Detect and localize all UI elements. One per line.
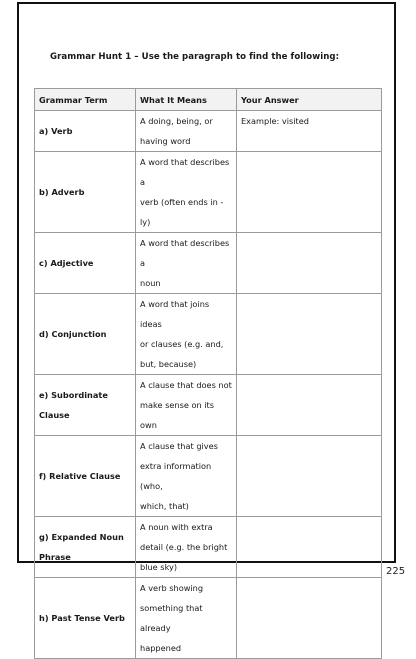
- grammar-term-text: h) Past Tense Verb: [39, 613, 125, 623]
- table-row: [35, 152, 382, 233]
- meaning-line: happened: [140, 643, 182, 653]
- meaning-line: or clauses (e.g. and,: [140, 339, 224, 349]
- grammar-term-cell: [35, 375, 136, 436]
- meaning-line: verb (often ends in -ly): [140, 197, 224, 227]
- grammar-term-cell: [35, 294, 136, 375]
- meaning-line: detail (e.g. the bright: [140, 542, 228, 552]
- meaning-cell: [136, 375, 237, 436]
- answer-cell[interactable]: [237, 578, 382, 659]
- meaning-line: but, because): [140, 359, 197, 369]
- header-your-answer: Your Answer: [237, 89, 382, 111]
- meaning-cell: [136, 233, 237, 294]
- answer-cell[interactable]: Example: visited: [237, 111, 382, 152]
- meaning-line: A word that joins ideas: [140, 299, 210, 329]
- answer-cell[interactable]: [237, 152, 382, 233]
- table-row: [35, 578, 382, 659]
- grammar-table: [34, 88, 382, 659]
- answer-cell[interactable]: [237, 517, 382, 578]
- meaning-line: A word that describes a: [140, 238, 230, 268]
- page-number: 225: [386, 566, 406, 577]
- meaning-cell: [136, 294, 237, 375]
- table-row: [35, 375, 382, 436]
- answer-cell[interactable]: [237, 375, 382, 436]
- meaning-cell: [136, 436, 237, 517]
- table-row: [35, 111, 382, 152]
- meaning-line: noun: [140, 278, 161, 288]
- table-row: [35, 517, 382, 578]
- worksheet-heading: Grammar Hunt 1 – Use the paragraph to find the following:: [50, 52, 340, 62]
- table-header-row: [35, 89, 382, 111]
- meaning-cell: [136, 578, 237, 659]
- answer-cell[interactable]: [237, 436, 382, 517]
- grammar-term-cell: [35, 233, 136, 294]
- meaning-line: which, that): [140, 501, 189, 511]
- meaning-line: A verb showing: [140, 583, 204, 593]
- table-row: [35, 294, 382, 375]
- meaning-cell: [136, 517, 237, 578]
- table-row: [35, 233, 382, 294]
- meaning-line: A doing, being, or: [140, 116, 213, 126]
- meaning-line: A noun with extra: [140, 522, 213, 532]
- grammar-term-text: c) Adjective: [39, 258, 94, 268]
- meaning-line: A clause that gives: [140, 441, 218, 451]
- header-what-it-means: What It Means: [136, 89, 237, 111]
- meaning-line: something that already: [140, 603, 203, 633]
- grammar-term-text: f) Relative Clause: [39, 471, 121, 481]
- grammar-term-cell: [35, 111, 136, 152]
- meaning-line: blue sky): [140, 562, 178, 572]
- answer-cell[interactable]: [237, 233, 382, 294]
- meaning-cell: [136, 152, 237, 233]
- grammar-term-text: Phrase: [39, 552, 71, 562]
- table-row: [35, 436, 382, 517]
- meaning-line: make sense on its own: [140, 400, 215, 430]
- meaning-cell: [136, 111, 237, 152]
- grammar-term-text: b) Adverb: [39, 187, 85, 197]
- answer-cell[interactable]: [237, 294, 382, 375]
- grammar-term-cell: [35, 517, 136, 578]
- grammar-term-cell: [35, 152, 136, 233]
- grammar-term-cell: [35, 436, 136, 517]
- meaning-line: A word that describes a: [140, 157, 230, 187]
- meaning-line: extra information (who,: [140, 461, 212, 491]
- grammar-term-text: g) Expanded Noun: [39, 532, 124, 542]
- grammar-term-text: a) Verb: [39, 126, 73, 136]
- grammar-term-text: d) Conjunction: [39, 329, 107, 339]
- grammar-term-cell: [35, 578, 136, 659]
- meaning-line: having word: [140, 136, 191, 146]
- header-grammar-term: Grammar Term: [35, 89, 136, 111]
- grammar-term-text: e) Subordinate Clause: [39, 390, 108, 420]
- meaning-line: A clause that does not: [140, 380, 232, 390]
